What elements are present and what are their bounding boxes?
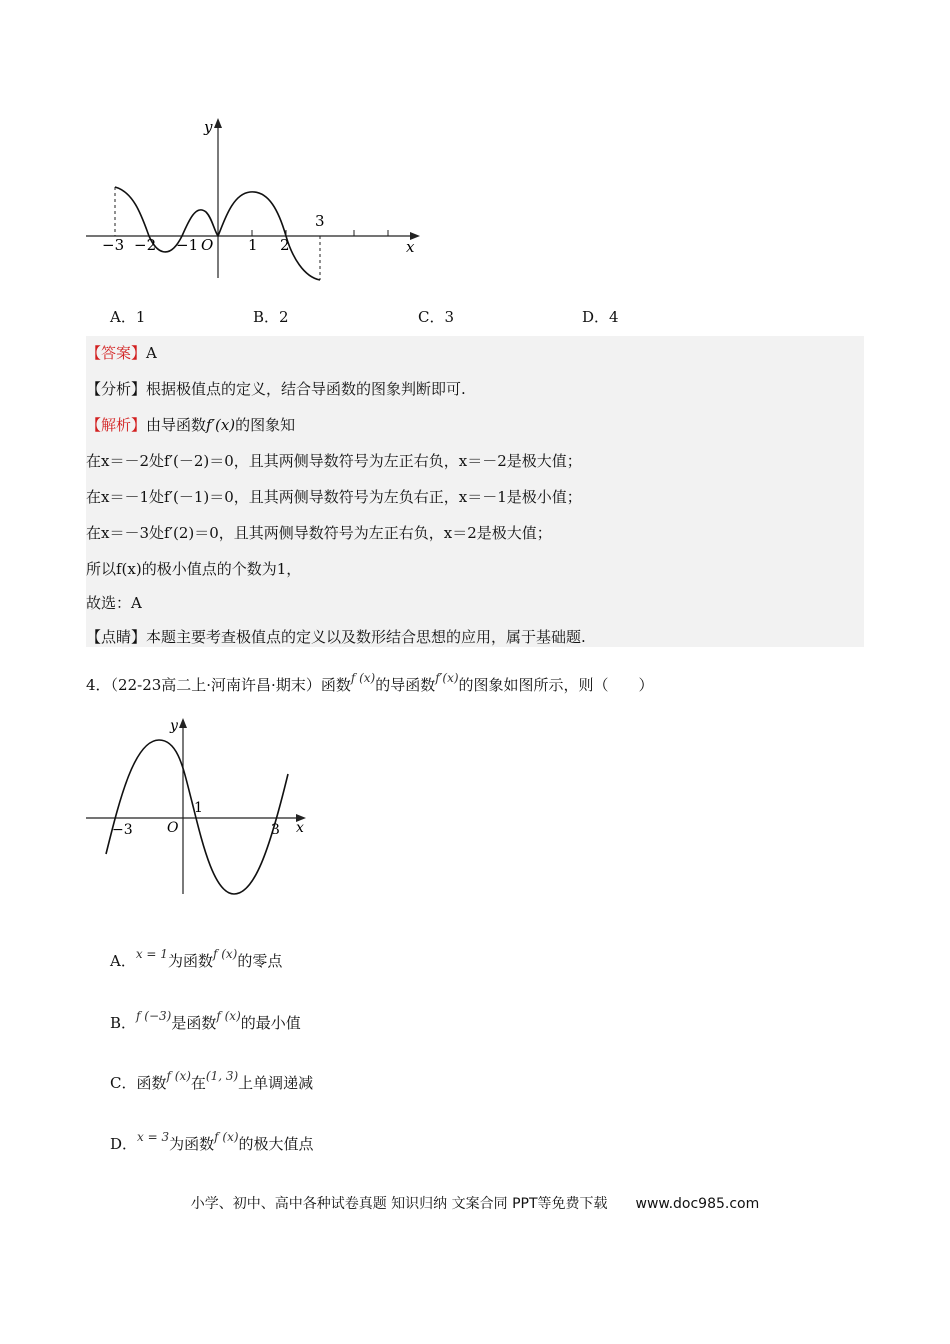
- x-label: x: [296, 820, 304, 836]
- choice-b[interactable]: B．2: [253, 308, 289, 326]
- detail-line-1: 在x＝－2处f′(－2)＝0，且其两侧导数符号为左正右负，x＝－2是极大值；: [86, 452, 582, 470]
- detail-line-2: 在x＝－1处f′(－1)＝0，且其两侧导数符号为左负右正，x＝－1是极小值；: [86, 488, 582, 506]
- option-b[interactable]: B．$^{f (-3)}$是函数$^{f (x)}$的最小值: [110, 1009, 301, 1032]
- tick-label-1: 1: [248, 236, 258, 254]
- detail-line-3: 在x＝－3处f′(2)＝0，且其两侧导数符号为左正右负，x＝2是极大值；: [86, 524, 552, 542]
- analysis-line: [86, 378, 466, 399]
- detail-line-5: 故选：A: [86, 594, 142, 612]
- tick-label-3: 3: [271, 822, 280, 838]
- comment-text: 本题主要考查极值点的定义以及数形结合思想的应用，属于基础题.: [146, 628, 586, 646]
- comment-line: [86, 626, 586, 647]
- solution-box: [86, 336, 864, 647]
- analysis-text: 根据极值点的定义，结合导函数的图象判断即可.: [146, 380, 466, 398]
- tick-label-neg1: −1: [176, 236, 199, 254]
- detail-line-4: 所以f(x)的极小值点的个数为1，: [86, 560, 302, 578]
- option-a[interactable]: A．$^{x = 1}$为函数$^{f (x)}$的零点: [110, 947, 283, 970]
- tick-label-neg2: −2: [134, 236, 157, 254]
- choice-d[interactable]: D．4: [582, 308, 619, 326]
- tick-label-2: 2: [280, 236, 290, 254]
- detail-tag: 【解析】: [86, 416, 147, 434]
- choice-c[interactable]: C．3: [418, 308, 455, 326]
- origin-label: O: [167, 820, 179, 836]
- question-4-stem: 4．（22-23高二上·河南许昌·期末）函数$^{f (x)}$的导函数$^{f'(x)}$的图象如图所示，则（ ）: [86, 671, 654, 694]
- detail-line: 【解析】由导函数f′(x)的图象知: [86, 416, 296, 434]
- tick-label-neg3: −3: [112, 822, 133, 838]
- y-axis-arrow: [179, 718, 187, 728]
- option-d[interactable]: D．$^{x = 3}$为函数$^{f (x)}$的极大值点: [110, 1130, 314, 1153]
- tick-label-3: 3: [315, 212, 325, 230]
- derivative-graph-1: [84, 112, 424, 287]
- choice-a[interactable]: A．1: [110, 308, 146, 326]
- y-label: y: [170, 718, 178, 734]
- y-axis-arrow: [214, 118, 222, 128]
- option-c[interactable]: C．函数$^{f (x)}$在$^{(1, 3)}$上单调递减: [110, 1069, 314, 1092]
- answer-tag: 【答案】: [86, 344, 147, 362]
- footer-text[interactable]: 小学、初中、高中各种试卷真题 知识归纳 文案合同 PPT等免费下载 www.doc985.com: [190, 1196, 760, 1212]
- x-label: x: [406, 238, 415, 256]
- derivative-graph-2: [84, 712, 314, 902]
- derivative-curve: [106, 740, 288, 894]
- comment-tag: 【点睛】: [86, 628, 147, 646]
- answer-line: [86, 342, 157, 363]
- origin-label: O: [201, 236, 214, 254]
- y-label: y: [204, 118, 213, 136]
- analysis-tag: 【分析】: [86, 380, 147, 398]
- tick-label-neg3: −3: [102, 236, 125, 254]
- answer-value: A: [146, 344, 157, 362]
- tick-label-y1: 1: [194, 800, 203, 816]
